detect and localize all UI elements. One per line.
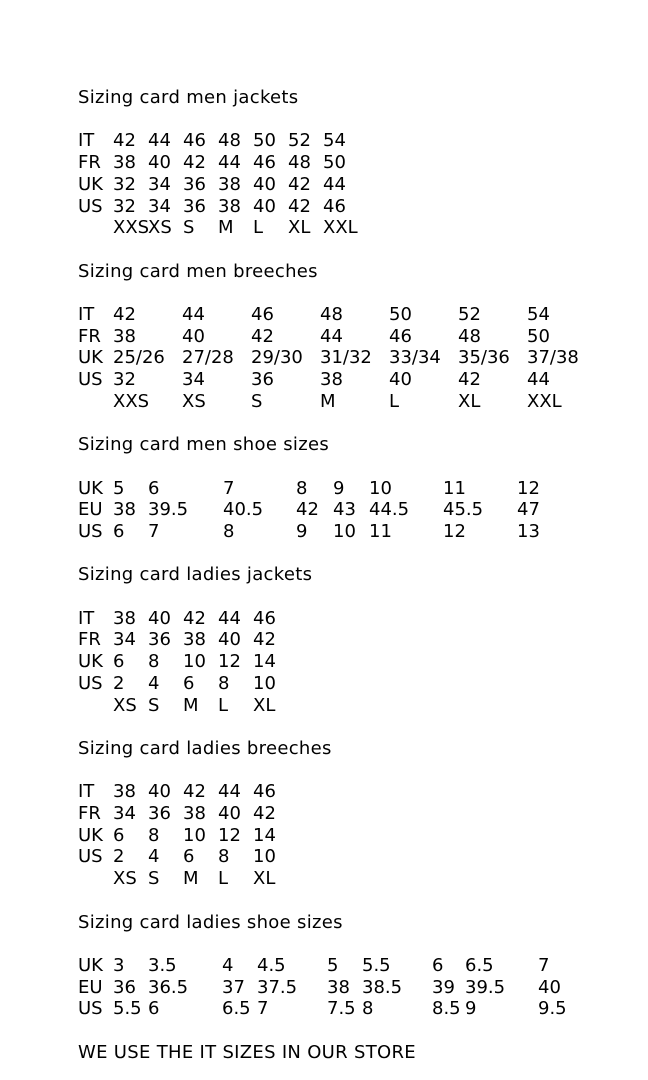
size-cell: 38 — [183, 629, 206, 651]
table-row — [78, 868, 648, 890]
size-cell: 39.5 — [465, 976, 506, 998]
size-cell: L — [218, 694, 229, 716]
size-cell: XS — [113, 694, 137, 716]
size-cell: 40 — [148, 781, 171, 803]
size-cell: 46 — [389, 325, 412, 347]
size-cell: M — [183, 868, 199, 890]
size-cell: 34 — [182, 369, 205, 391]
size-cell: S — [148, 868, 160, 890]
size-cell: L — [253, 217, 264, 239]
size-cell: M — [218, 217, 234, 239]
row-label: IT — [78, 130, 95, 152]
size-cell: 44 — [218, 781, 241, 803]
size-cell: 37/38 — [527, 347, 579, 369]
size-cell: 6.5 — [222, 998, 251, 1020]
size-cell: L — [218, 868, 229, 890]
size-cell: 36 — [183, 173, 206, 195]
section-ladies-shoes — [78, 912, 648, 1021]
size-cell: 36.5 — [148, 976, 189, 998]
size-cell: 8 — [148, 824, 160, 846]
size-cell: 40 — [253, 173, 276, 195]
section-title-ladies-jackets: Sizing card ladies jackets — [78, 564, 313, 586]
size-cell: 6 — [113, 520, 125, 542]
size-cell: 40 — [148, 152, 171, 174]
size-cell: 7.5 — [327, 998, 356, 1020]
size-cell: 42 — [296, 499, 319, 521]
size-cell: 14 — [253, 824, 276, 846]
size-cell: 40 — [389, 369, 412, 391]
size-cell: 50 — [527, 325, 550, 347]
section-title-ladies-shoes: Sizing card ladies shoe sizes — [78, 911, 343, 933]
size-cell: 10 — [183, 651, 206, 673]
size-cell: 54 — [323, 130, 346, 152]
row-label — [78, 695, 113, 717]
table-row — [78, 825, 648, 847]
size-cell: 7 — [538, 954, 550, 976]
row-label: UK — [78, 347, 103, 369]
ladies-breeches-size-table — [78, 781, 648, 890]
size-cell: 31/32 — [320, 347, 372, 369]
size-cell: 48 — [218, 130, 241, 152]
size-cell: 8 — [362, 998, 374, 1020]
size-cell: 5.5 — [362, 954, 391, 976]
table-row — [78, 478, 648, 500]
row-label: FR — [78, 803, 101, 825]
size-cell: 36 — [113, 976, 136, 998]
size-cell: 40 — [538, 976, 561, 998]
size-cell: 27/28 — [182, 347, 234, 369]
size-cell: 40 — [253, 195, 276, 217]
row-label: UK — [78, 477, 103, 499]
size-cell: 12 — [443, 520, 466, 542]
size-cell: 9 — [333, 477, 345, 499]
size-cell: 50 — [323, 152, 346, 174]
size-cell: 52 — [288, 130, 311, 152]
size-cell: 5.5 — [113, 998, 142, 1020]
size-cell: 38 — [113, 781, 136, 803]
size-cell: 46 — [253, 607, 276, 629]
size-cell: 54 — [527, 303, 550, 325]
size-cell: 46 — [253, 781, 276, 803]
size-cell: 44 — [323, 173, 346, 195]
size-cell: 4 — [148, 846, 160, 868]
size-cell: 50 — [389, 303, 412, 325]
table-row — [78, 998, 648, 1020]
size-cell: 2 — [113, 846, 125, 868]
size-cell: 40 — [148, 607, 171, 629]
row-label: IT — [78, 607, 95, 629]
size-cell: XS — [148, 217, 172, 239]
size-cell: 10 — [333, 520, 356, 542]
table-row — [78, 651, 648, 673]
row-label: US — [78, 672, 103, 694]
row-label: UK — [78, 651, 103, 673]
size-cell: 48 — [320, 303, 343, 325]
size-cell: 40 — [218, 629, 241, 651]
size-cell: 34 — [148, 195, 171, 217]
size-cell: 42 — [253, 629, 276, 651]
size-cell: 42 — [183, 152, 206, 174]
size-cell: 38 — [113, 325, 136, 347]
row-label: US — [78, 520, 103, 542]
size-cell: L — [389, 390, 400, 412]
size-cell: 6 — [148, 477, 160, 499]
row-label — [78, 217, 113, 239]
size-cell: 9.5 — [538, 998, 567, 1020]
size-cell: XXL — [527, 390, 562, 412]
size-cell: 44 — [320, 325, 343, 347]
size-cell: 48 — [458, 325, 481, 347]
size-cell: M — [183, 694, 199, 716]
row-label — [78, 391, 113, 413]
size-cell: 2 — [113, 672, 125, 694]
men-shoes-size-table — [78, 478, 648, 543]
size-cell: 44.5 — [369, 499, 410, 521]
row-label: IT — [78, 781, 95, 803]
row-label: UK — [78, 824, 103, 846]
row-label: UK — [78, 954, 103, 976]
table-row — [78, 521, 648, 543]
table-row — [78, 347, 648, 369]
size-cell: 6 — [148, 998, 160, 1020]
table-row — [78, 781, 648, 803]
size-cell: 12 — [218, 824, 241, 846]
ladies-jackets-size-table — [78, 608, 648, 717]
size-cell: 3 — [113, 954, 125, 976]
size-cell: 10 — [369, 477, 392, 499]
size-cell: 6 — [183, 846, 195, 868]
size-cell: 39.5 — [148, 499, 189, 521]
size-cell: 14 — [253, 651, 276, 673]
section-title-men-jackets: Sizing card men jackets — [78, 87, 299, 108]
size-cell: 42 — [183, 607, 206, 629]
size-cell: 6 — [113, 651, 125, 673]
row-label: FR — [78, 325, 101, 347]
table-row — [78, 608, 648, 630]
size-cell: 32 — [113, 173, 136, 195]
size-cell: 45.5 — [443, 499, 484, 521]
men-jackets-size-table — [78, 130, 648, 239]
size-cell: 10 — [253, 672, 276, 694]
size-cell: 40.5 — [223, 499, 264, 521]
section-men-breeches — [78, 261, 648, 413]
table-row — [78, 326, 648, 348]
size-cell: 25/26 — [113, 347, 165, 369]
size-cell: 48 — [288, 152, 311, 174]
size-cell: 37 — [222, 976, 245, 998]
size-cell: 38 — [113, 499, 136, 521]
size-cell: 9 — [465, 998, 477, 1020]
size-cell: XS — [113, 868, 137, 890]
size-cell: S — [148, 694, 160, 716]
size-cell: 42 — [253, 803, 276, 825]
size-cell: 42 — [113, 130, 136, 152]
size-cell: XL — [458, 390, 481, 412]
men-breeches-size-table — [78, 304, 648, 413]
size-cell: 5 — [113, 477, 125, 499]
size-cell: 36 — [251, 369, 274, 391]
row-label: EU — [78, 499, 103, 521]
size-cell: 9 — [296, 520, 308, 542]
size-cell: XL — [253, 868, 276, 890]
size-cell: 8 — [296, 477, 308, 499]
size-cell: 13 — [517, 520, 540, 542]
section-title-men-shoes: Sizing card men shoe sizes — [78, 434, 330, 456]
table-row — [78, 673, 648, 695]
size-cell: 36 — [183, 195, 206, 217]
table-row — [78, 369, 648, 391]
table-row — [78, 130, 648, 152]
size-cell: 34 — [148, 173, 171, 195]
size-cell: 40 — [218, 803, 241, 825]
size-cell: 44 — [527, 369, 550, 391]
size-cell: 44 — [218, 607, 241, 629]
size-cell: S — [251, 390, 263, 412]
size-cell: 6 — [183, 672, 195, 694]
row-label: FR — [78, 629, 101, 651]
row-label: US — [78, 369, 103, 391]
size-cell: 36 — [148, 629, 171, 651]
size-cell: 4.5 — [257, 954, 286, 976]
size-cell: 6.5 — [465, 954, 494, 976]
size-cell: 47 — [517, 499, 540, 521]
table-row — [78, 304, 648, 326]
size-cell: 42 — [288, 173, 311, 195]
size-cell: 32 — [113, 369, 136, 391]
size-cell: 42 — [113, 303, 136, 325]
row-label: IT — [78, 303, 95, 325]
size-cell: 38 — [218, 173, 241, 195]
table-row — [78, 152, 648, 174]
size-cell: 42 — [458, 369, 481, 391]
table-row — [78, 629, 648, 651]
size-cell: 38 — [113, 152, 136, 174]
size-cell: 11 — [369, 520, 392, 542]
size-cell: 12 — [218, 651, 241, 673]
size-cell: 38 — [218, 195, 241, 217]
size-cell: 10 — [253, 846, 276, 868]
size-cell: 46 — [253, 152, 276, 174]
size-cell: 6 — [432, 954, 444, 976]
size-cell: XL — [288, 217, 311, 239]
size-cell: 44 — [148, 130, 171, 152]
size-cell: 39 — [432, 976, 455, 998]
size-cell: 37.5 — [257, 976, 298, 998]
size-cell: 7 — [223, 477, 235, 499]
size-cell: XS — [182, 390, 206, 412]
size-cell: 38 — [327, 976, 350, 998]
size-cell: 36 — [148, 803, 171, 825]
table-row — [78, 955, 648, 977]
section-men-jackets — [78, 87, 648, 239]
table-row — [78, 217, 648, 239]
size-cell: 33/34 — [389, 347, 441, 369]
section-title-ladies-breeches: Sizing card ladies breeches — [78, 737, 332, 759]
table-row — [78, 803, 648, 825]
row-label: EU — [78, 976, 103, 998]
table-row — [78, 391, 648, 413]
size-cell: 32 — [113, 195, 136, 217]
size-cell: M — [320, 390, 336, 412]
size-cell: 4 — [222, 954, 234, 976]
size-cell: 6 — [113, 824, 125, 846]
table-row — [78, 977, 648, 999]
size-cell: 40 — [182, 325, 205, 347]
size-cell: 8 — [148, 651, 160, 673]
table-row — [78, 846, 648, 868]
size-cell: XL — [253, 694, 276, 716]
size-cell: 42 — [251, 325, 274, 347]
size-cell: 38 — [113, 607, 136, 629]
table-row — [78, 695, 648, 717]
size-cell: 46 — [251, 303, 274, 325]
row-label: US — [78, 998, 103, 1020]
size-cell: 34 — [113, 803, 136, 825]
size-cell: 38 — [183, 803, 206, 825]
size-cell: 38 — [320, 369, 343, 391]
size-cell: 7 — [257, 998, 269, 1020]
size-cell: 5 — [327, 954, 339, 976]
size-cell: XXS — [113, 217, 150, 239]
size-cell: 12 — [517, 477, 540, 499]
section-ladies-jackets — [78, 564, 648, 716]
size-cell: 42 — [183, 781, 206, 803]
store-size-note: WE USE THE IT SIZES IN OUR STORE — [78, 1041, 416, 1063]
size-cell: 46 — [183, 130, 206, 152]
size-cell: 3.5 — [148, 954, 177, 976]
section-men-shoes — [78, 434, 648, 543]
size-cell: 8.5 — [432, 998, 461, 1020]
row-label: US — [78, 195, 103, 217]
size-cell: 7 — [148, 520, 160, 542]
row-label: FR — [78, 152, 101, 174]
size-cell: XXL — [323, 217, 358, 239]
size-cell: 42 — [288, 195, 311, 217]
size-cell: 34 — [113, 629, 136, 651]
size-cell: 10 — [183, 824, 206, 846]
size-cell: XXS — [113, 390, 150, 412]
size-cell: 46 — [323, 195, 346, 217]
section-ladies-breeches — [78, 738, 648, 890]
size-cell: 44 — [182, 303, 205, 325]
size-cell: 43 — [333, 499, 356, 521]
size-cell: 35/36 — [458, 347, 510, 369]
row-label: UK — [78, 173, 103, 195]
size-cell: 29/30 — [251, 347, 303, 369]
row-label — [78, 868, 113, 890]
section-title-men-breeches: Sizing card men breeches — [78, 260, 318, 282]
size-cell: 11 — [443, 477, 466, 499]
table-row — [78, 174, 648, 196]
size-cell: S — [183, 217, 195, 239]
ladies-shoes-size-table — [78, 955, 648, 1020]
size-cell: 52 — [458, 303, 481, 325]
row-label: US — [78, 846, 103, 868]
size-cell: 4 — [148, 672, 160, 694]
size-cell: 8 — [218, 846, 230, 868]
size-cell: 44 — [218, 152, 241, 174]
size-cell: 50 — [253, 130, 276, 152]
size-cell: 8 — [218, 672, 230, 694]
table-row — [78, 499, 648, 521]
size-cell: 8 — [223, 520, 235, 542]
size-cell: 38.5 — [362, 976, 403, 998]
table-row — [78, 196, 648, 218]
